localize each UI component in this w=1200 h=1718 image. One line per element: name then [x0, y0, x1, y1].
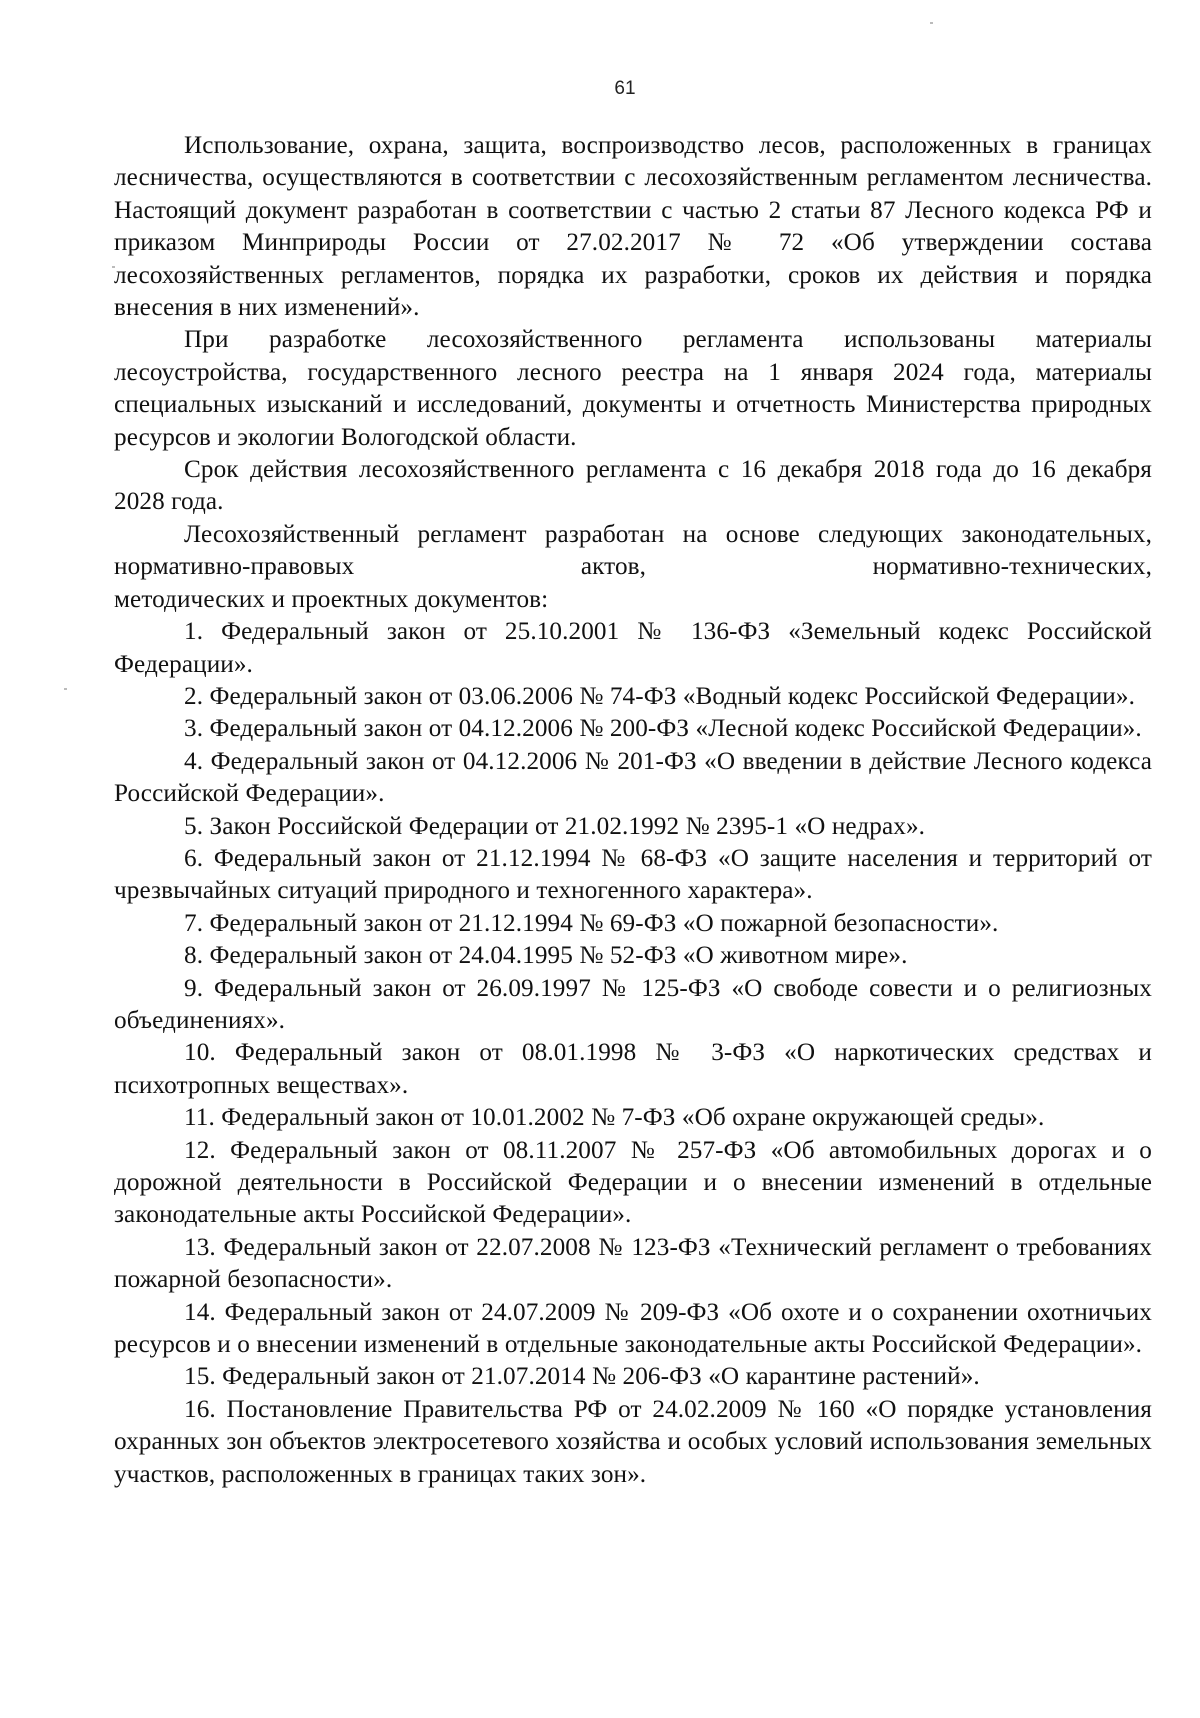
list-item: 11. Федеральный закон от 10.01.2002 № 7-ФЗ «Об охране окружающей среды». [184, 1104, 1045, 1132]
list-item: 10. Федеральный закон от 08.01.1998 № 3-ФЗ «О наркотических средствах и психотропных веществах». [114, 1039, 1152, 1099]
list-item: 9. Федеральный закон от 26.09.1997 № 125-ФЗ «О свободе совести и о религиозных объединениях». [114, 974, 1152, 1034]
paragraph-term: Срок действия лесохозяйственного регламента с 16 декабря 2018 года до 16 декабря 2028 года. [114, 456, 1152, 516]
list-item: 3. Федеральный закон от 04.12.2006 № 200-ФЗ «Лесной кодекс Российской Федерации». [184, 715, 1142, 743]
paragraph-basis: Лесохозяйственный регламент разработан на основе следующих законодательных, нормативно-правовых актов, нормативно-технических, [114, 520, 1152, 581]
list-item: 13. Федеральный закон от 22.07.2008 № 123-ФЗ «Технический регламент о требованиях пожарной безопасности». [114, 1233, 1152, 1294]
list-item: 6. Федеральный закон от 21.12.1994 № 68-ФЗ «О защите населения и территорий от чрезвычайных ситуаций природного и техногенного характера». [114, 844, 1152, 905]
document-body [114, 130, 1152, 1491]
list-item: 16. Постановление Правительства РФ от 24.02.2009 № 160 «О порядке установления охранных зон объектов электросетевого хозяйства и особых условий использования земельных участков, расположенных в границах таких зон». [114, 1395, 1152, 1488]
list-item: 14. Федеральный закон от 24.07.2009 № 209-ФЗ «Об охоте и о сохранении охотничьих ресурсов и о внесении изменений в отдельные законодательные акты Российской Федерации». [114, 1298, 1152, 1359]
page-number: 61 [614, 78, 636, 99]
scan-speck [64, 688, 67, 690]
paragraph-basis-continued: методических и проектных документов: [114, 585, 549, 613]
scan-speck [930, 22, 933, 24]
paragraph-intro: Использование, охрана, защита, воспроизводство лесов, расположенных в границах лесничества, осуществляются в соответствии с лесохозяйственным регламентом лесничества. Настоящий документ разработан в соответствии с частью 2 статьи 87 Лесного кодекса РФ и приказом Минприроды России от 27.02.2017 № 72 «Об утверждении состава лесохозяйственных регламентов, порядка их разработки, сроков их действия и порядка внесения в них изменений». [114, 132, 1152, 322]
list-item: 5. Закон Российской Федерации от 21.02.1992 № 2395-1 «О недрах». [184, 812, 926, 840]
list-item: 12. Федеральный закон от 08.11.2007 № 257-ФЗ «Об автомобильных дорогах и о дорожной деятельности в Российской Федерации и о внесении изменений в отдельные законодательные акты Российской Федерации». [114, 1136, 1152, 1229]
list-item: 4. Федеральный закон от 04.12.2006 № 201-ФЗ «О введении в действие Лесного кодекса Российской Федерации». [114, 747, 1152, 808]
list-item: 8. Федеральный закон от 24.04.1995 № 52-ФЗ «О животном мире». [184, 942, 908, 970]
list-item: 1. Федеральный закон от 25.10.2001 № 136-ФЗ «Земельный кодекс Российской Федерации». [114, 618, 1152, 678]
list-item: 2. Федеральный закон от 03.06.2006 № 74-ФЗ «Водный кодекс Российской Федерации». [184, 682, 1135, 710]
list-item: 15. Федеральный закон от 21.07.2014 № 206-ФЗ «О карантине растений». [184, 1363, 980, 1391]
paragraph-materials: При разработке лесохозяйственного регламента использованы материалы лесоустройства, государственного лесного реестра на 1 января 2024 года, материалы специальных изысканий и исследований, документы и отчетность Министерства природных ресурсов и экологии Вологодской области. [114, 326, 1152, 451]
list-item: 7. Федеральный закон от 21.12.1994 № 69-ФЗ «О пожарной безопасности». [184, 909, 999, 937]
